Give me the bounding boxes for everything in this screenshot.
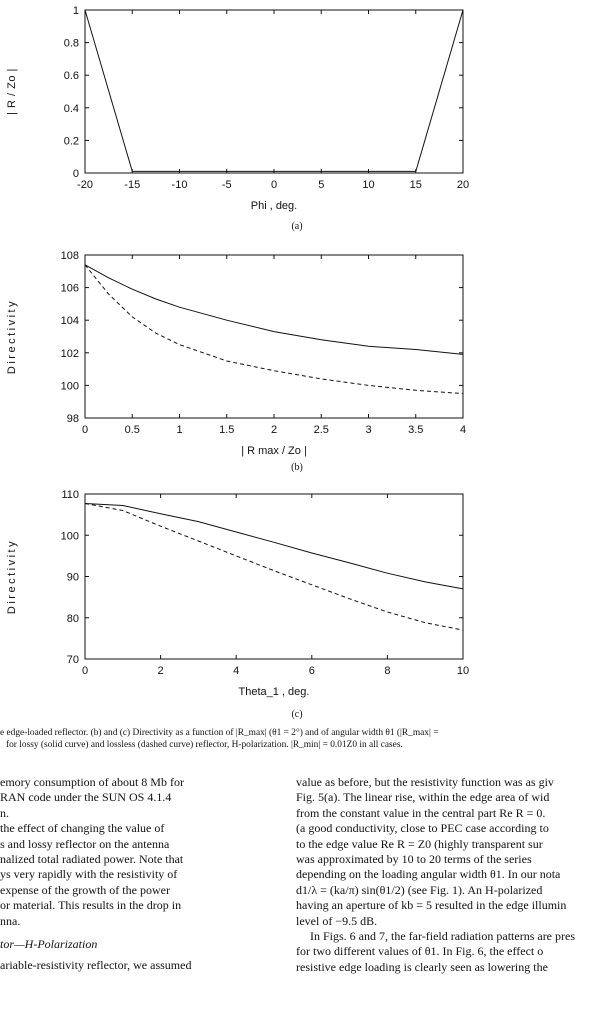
- y-tick-label: 80: [66, 612, 79, 625]
- x-tick-label: 10: [456, 665, 470, 677]
- x-tick-label: 1.5: [219, 424, 235, 436]
- chart-c: [0, 482, 594, 702]
- left-line: s and lossy reflector on the antenna: [0, 836, 170, 851]
- x-axis-label: | R max / Zo |: [241, 445, 307, 457]
- x-tick-label: 4: [233, 665, 240, 677]
- y-tick-label: 100: [60, 530, 79, 543]
- caption-line-2: for lossy (solid curve) and lossless (dashed curve) reflector, H-polarization. |R_min| = 0.01Z0 in all cases.: [6, 740, 403, 750]
- y-tick-label: 0.6: [63, 70, 79, 83]
- x-tick-label: 0.5: [124, 424, 140, 436]
- x-tick-label: 1: [176, 424, 183, 436]
- x-tick-label: 15: [409, 179, 422, 191]
- left-line: nalized total radiated power. Note that: [0, 852, 184, 867]
- caption-line-1: e edge-loaded reflector. (b) and (c) Directivity as a function of |R_max| (θ1 = 2°) and of angular width θ1 (|R_max| =: [0, 728, 439, 738]
- sublabel-c: (c): [291, 709, 303, 720]
- left-line: ys very rapidly with the resistivity of: [0, 867, 178, 882]
- y-tick-label: 1: [72, 5, 79, 17]
- chart-a: [0, 0, 594, 215]
- y-axis-label: | R / Zo |: [6, 68, 18, 115]
- left-line: emory consumption of about 8 Mb for: [0, 775, 184, 789]
- x-tick-label: 0: [81, 665, 89, 677]
- y-tick-label: 0.2: [63, 135, 79, 148]
- x-tick-label: 2.5: [313, 424, 329, 436]
- y-tick-label: 0.8: [63, 37, 79, 50]
- left-line: ariable-resistivity reflector, we assumed: [0, 958, 192, 973]
- y-tick-label: 98: [66, 413, 79, 425]
- series-solid-line: [85, 504, 463, 589]
- right-line: Fig. 5(a). The linear rise, within the edge area of wid: [296, 790, 550, 805]
- figure-caption: [0, 727, 594, 751]
- x-tick-label: -10: [171, 179, 188, 191]
- left-line: the effect of changing the value of: [0, 821, 165, 836]
- section-heading: tor—H-Polarization: [0, 937, 98, 952]
- x-tick-label: 2: [270, 424, 278, 436]
- y-tick-label: 102: [60, 347, 79, 360]
- right-column: [296, 775, 594, 975]
- left-line: expense of the growth of the power: [0, 882, 170, 897]
- right-line: from the constant value in the central part Re R = 0.: [296, 805, 546, 820]
- plot-frame: [85, 255, 463, 418]
- right-line: having an aperture of kb = 5 resulted in the edge illumin: [296, 898, 567, 913]
- y-tick-label: 108: [60, 250, 79, 262]
- x-tick-label: 20: [456, 179, 470, 191]
- sublabel-a: (a): [291, 221, 303, 232]
- x-tick-label: -15: [124, 179, 141, 191]
- x-tick-label: 4: [459, 424, 467, 436]
- y-tick-label: 104: [60, 315, 79, 328]
- x-tick-label: -20: [77, 179, 93, 191]
- x-tick-label: 0: [81, 424, 89, 436]
- x-axis-label: Theta_1 , deg.: [238, 686, 310, 698]
- chart-b: [0, 240, 594, 465]
- series-solid-line: [85, 265, 463, 355]
- x-tick-label: 3: [365, 424, 372, 436]
- series-dashed-line: [85, 265, 463, 394]
- left-line: RAN code under the SUN OS 4.1.4: [0, 790, 172, 805]
- right-line: resistive edge loading is clearly seen as lowering the: [296, 959, 548, 974]
- y-tick-label: 0: [72, 168, 79, 180]
- right-line: level of −9.5 dB.: [296, 913, 378, 928]
- series-solid-line: [85, 10, 463, 171]
- x-tick-label: 0: [270, 179, 278, 191]
- x-tick-label: 6: [308, 665, 315, 677]
- x-tick-label: 10: [362, 179, 375, 191]
- right-line: was approximated by 10 to 20 terms of the series: [296, 852, 532, 867]
- right-line: for two different values of θ1. In Fig. 6, the effect o: [296, 944, 544, 959]
- x-tick-label: -5: [221, 179, 232, 191]
- y-tick-label: 110: [61, 489, 79, 501]
- x-tick-label: 2: [157, 665, 164, 677]
- x-tick-label: 8: [384, 665, 391, 677]
- y-tick-label: 70: [66, 654, 79, 666]
- y-tick-label: 90: [66, 571, 79, 584]
- y-axis-label: Directivity: [6, 298, 18, 375]
- y-tick-label: 100: [60, 380, 79, 393]
- right-line: value as before, but the resistivity function was as giv: [296, 775, 554, 789]
- left-line: nna.: [0, 913, 21, 928]
- right-line: d1/λ = (ka/π) sin(θ1/2) (see Fig. 1). An H-polarized: [296, 882, 543, 897]
- y-tick-label: 0.4: [63, 102, 79, 115]
- x-axis-label: Phi , deg.: [250, 200, 298, 212]
- series-dashed-line: [85, 504, 463, 631]
- right-line: (a good conductivity, close to PEC case according to: [296, 821, 549, 836]
- left-column: [0, 775, 268, 974]
- right-line: depending on the loading angular width θ1. In our nota: [296, 867, 561, 882]
- left-line: or material. This results in the drop in: [0, 898, 182, 913]
- x-tick-label: 5: [318, 179, 325, 191]
- y-axis-label: Directivity: [6, 538, 18, 615]
- right-line: In Figs. 6 and 7, the far-field radiation patterns are pres: [310, 929, 576, 944]
- left-line: n.: [0, 805, 9, 820]
- right-line: to the edge value Re R = Z0 (highly transparent sur: [296, 836, 543, 851]
- y-tick-label: 106: [60, 282, 79, 295]
- x-tick-label: 3.5: [408, 424, 424, 436]
- sublabel-b: (b): [291, 462, 303, 473]
- plot-frame: [85, 10, 463, 173]
